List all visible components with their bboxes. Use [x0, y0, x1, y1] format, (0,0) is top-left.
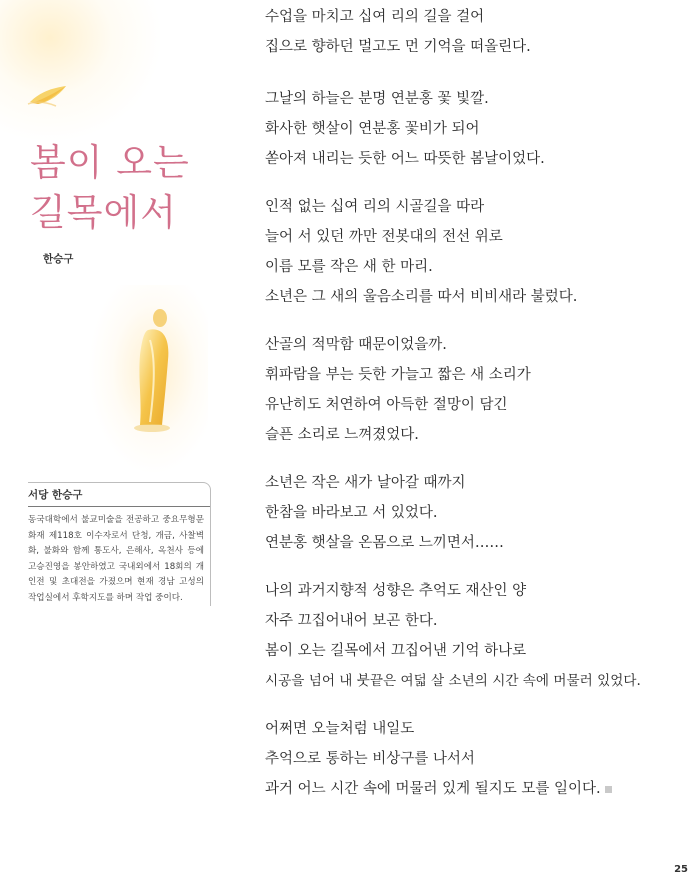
poem-line: 시공을 넘어 내 붓끝은 여덟 살 소년의 시간 속에 머물러 있었다.	[265, 673, 641, 689]
poem-line: 연분홍 햇살을 온몸으로 느끼면서……	[265, 535, 504, 551]
stanza	[265, 84, 545, 174]
poem-line: 늘어 서 있던 까만 전봇대의 전선 위로	[265, 229, 503, 245]
stanza	[265, 2, 531, 62]
left-column	[0, 0, 230, 885]
poem-line-last-text: 과거 어느 시간 속에 머물러 있게 될지도 모를 일이다.	[265, 781, 601, 797]
poem-line: 인적 없는 십여 리의 시골길을 따라	[265, 199, 485, 215]
poem-line: 그날의 하늘은 분명 연분홍 꽃 빛깔.	[265, 91, 489, 107]
poem-line: 수업을 마치고 십여 리의 길을 걸어	[265, 9, 485, 25]
poem-line: 소년은 그 새의 울음소리를 따서 비비새라 불렀다.	[265, 289, 578, 305]
end-mark-icon	[605, 786, 612, 793]
author-bio-box	[28, 482, 211, 606]
petal-icon	[26, 82, 74, 110]
stanza	[265, 468, 504, 558]
poem-line-last	[265, 774, 612, 804]
poem-line: 봄이 오는 길목에서 끄집어낸 기억 하나로	[265, 643, 527, 659]
title-line-1: 봄이 오는	[30, 141, 190, 184]
poem-line: 나의 과거지향적 성향은 추억도 재산인 양	[265, 583, 527, 599]
bio-text: 동국대학에서 불교미술을 전공하고 중요무형문화재 제118호 이수자로서 단청, 개금, 사찰벽화, 불화와 함께 통도사, 은해사, 옥천사 등에 고승진영을 봉안하였고 국내외에서 18회의 개인전 및 초대전을 가졌으며 현재 경남 고성의 작업실에서 후학지도를 하며 작업 중이다.	[28, 515, 204, 603]
poem-line: 어쩌면 오늘처럼 내일도	[265, 721, 415, 737]
poem-line: 자주 끄집어내어 보곤 한다.	[265, 613, 438, 629]
poem-line: 화사한 햇살이 연분홍 꽃비가 되어	[265, 121, 480, 137]
title-line-2: 길목에서	[30, 191, 177, 234]
stanza	[265, 714, 612, 804]
page-number: 25	[674, 864, 688, 875]
article-title	[30, 138, 190, 238]
poem-line: 산골의 적막함 때문이었을까.	[265, 337, 447, 353]
stanza	[265, 576, 641, 696]
bio-name: 서당 한승구	[28, 487, 210, 507]
buddha-figure-illustration	[120, 300, 190, 440]
poem-line: 추억으로 통하는 비상구를 나서서	[265, 751, 475, 767]
poem-line: 집으로 향하던 멀고도 먼 기억을 떠올린다.	[265, 39, 531, 55]
author-name: 한승구	[43, 253, 74, 265]
poem-line: 슬픈 소리로 느껴졌었다.	[265, 427, 419, 443]
top-glow-decoration	[0, 0, 160, 140]
poem-line: 휘파람을 부는 듯한 가늘고 짧은 새 소리가	[265, 367, 531, 383]
poem-line: 쏟아져 내리는 듯한 어느 따뜻한 봄날이었다.	[265, 151, 545, 167]
poem-line: 유난히도 처연하여 아득한 절망이 담긴	[265, 397, 508, 413]
poem-line: 이름 모를 작은 새 한 마리.	[265, 259, 433, 275]
poem-line: 소년은 작은 새가 날아갈 때까지	[265, 475, 466, 491]
stanza	[265, 330, 531, 450]
stanza	[265, 192, 577, 312]
poem-line: 한참을 바라보고 서 있었다.	[265, 505, 438, 521]
